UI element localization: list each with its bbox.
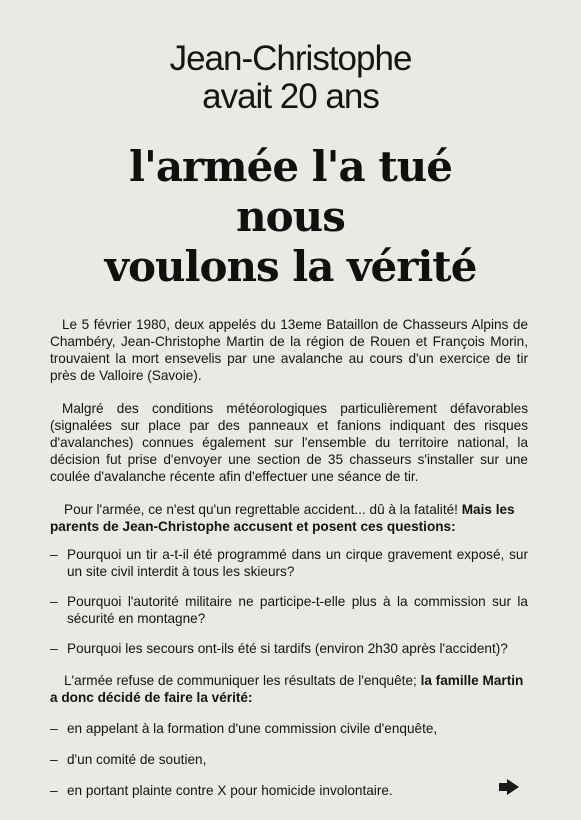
dash-bullet: – [50, 752, 58, 767]
paragraph-facts: Le 5 février 1980, deux appelés du 13eme Bataillon de Chasseurs Alpins de Chambéry, Jean-Christophe Martin de la région de Rouen et François Morin, trouvaient la mort ensevelis par une avalanche au cours d'un exercice de tir près de Valloire (Savoie). [50, 317, 528, 383]
action-item [50, 751, 528, 768]
family-decision: la famille Martin a donc décidé de faire la vérité: [50, 673, 524, 705]
army-refuses: L'armée refuse de communiquer les résultats de l'enquête; [64, 673, 417, 688]
arrow-right-icon [498, 778, 520, 796]
question-item [50, 640, 528, 657]
header-line-nous: nous [236, 192, 345, 241]
question-text: Pourquoi un tir a-t-il été programmé dans un cirque gravement exposé, sur un site civil interdit à tous les skieurs? [67, 547, 528, 579]
dash-bullet: – [50, 641, 58, 656]
dash-bullet: – [50, 594, 58, 609]
dash-bullet: – [50, 783, 58, 798]
header-slogan [0, 142, 581, 292]
header-name-age [0, 40, 581, 116]
action-item [50, 782, 528, 799]
paragraph-decision [50, 672, 528, 706]
question-text: Pourquoi l'autorité militaire ne participe-t-elle plus à la commission sur la sécurité en montagne? [67, 594, 528, 626]
army-statement: Pour l'armée, ce n'est qu'un regrettable accident... dû à la fatalité! [64, 502, 458, 517]
dash-bullet: – [50, 721, 58, 736]
question-text: Pourquoi les secours ont-ils été si tardifs (environ 2h30 après l'accident)? [67, 641, 508, 656]
body-text [50, 316, 528, 799]
dash-bullet: – [50, 547, 58, 562]
parents-accuse: Mais les parents de Jean-Christophe accusent et posent ces questions: [50, 502, 515, 534]
header-line-killed: l'armée l'a tué [129, 142, 452, 191]
question-item [50, 546, 528, 580]
action-text: d'un comité de soutien, [67, 752, 207, 767]
question-item [50, 593, 528, 627]
action-text: en appelant à la formation d'une commission civile d'enquête, [67, 721, 438, 736]
paragraph-accusation [50, 501, 528, 535]
paragraph-conditions: Malgré des conditions météorologiques particulièrement défavorables (signalées sur place par des panneaux et fanions indiquant des risques d'avalanches) connues également sur l'ensemble du territoire national, la décision fut prise d'envoyer une section de 35 chasseurs s'installer sur une coulée d'avalanche récente afin d'effectuer une séance de tir. [50, 401, 528, 484]
header-line-age: avait 20 ans [202, 77, 379, 116]
header-line-name: Jean-Christophe [169, 39, 412, 78]
action-text: en portant plainte contre X pour homicide involontaire. [67, 783, 393, 798]
action-item [50, 720, 528, 737]
header-line-truth: voulons la vérité [104, 242, 477, 291]
